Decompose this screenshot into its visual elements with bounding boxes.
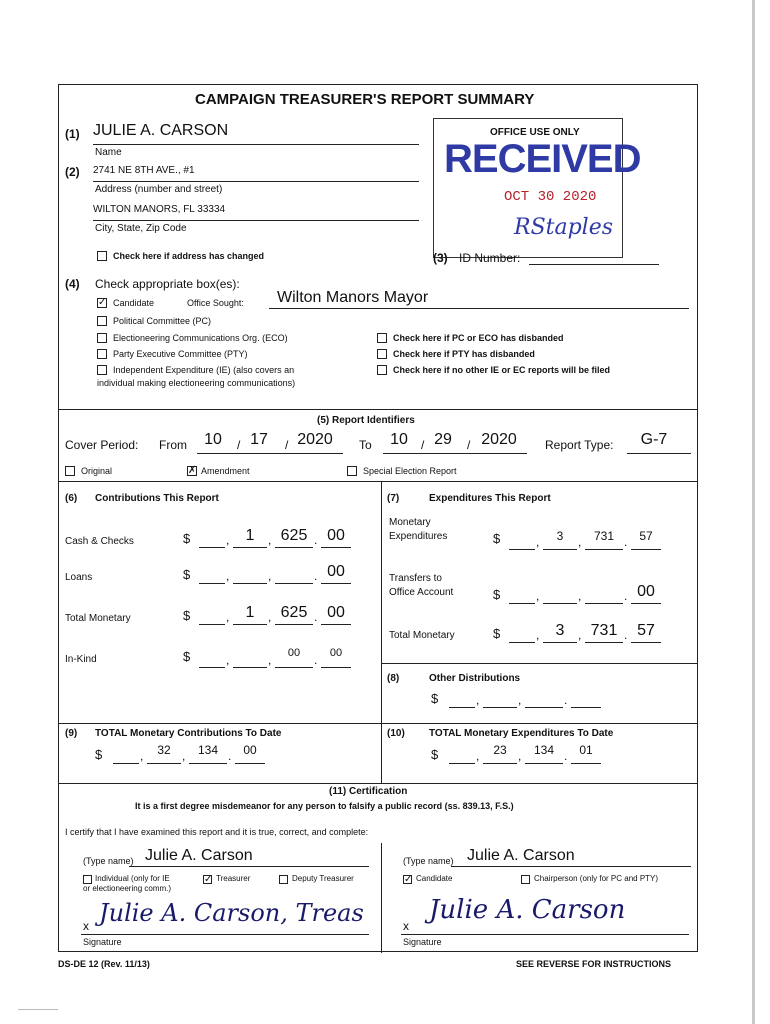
amount-part-4[interactable]: 00 <box>637 583 655 600</box>
amount-separator: . <box>624 628 628 642</box>
amount-separator: , <box>140 749 144 763</box>
from-day[interactable]: 17 <box>250 431 268 448</box>
amount-underline <box>631 642 661 643</box>
amount-separator: , <box>536 535 540 549</box>
chairperson-checkbox[interactable] <box>521 875 530 884</box>
amount-underline <box>275 583 313 584</box>
office-use-header: OFFICE USE ONLY <box>490 127 580 138</box>
form-title: CAMPAIGN TREASURER'S REPORT SUMMARY <box>195 91 535 108</box>
divider-6-7 <box>381 481 382 723</box>
candidate-label: Candidate <box>113 298 155 308</box>
chairperson-label: Chairperson (only for PC and PTY) <box>534 874 659 883</box>
monetary-expenditures-label1: Monetary <box>389 517 431 528</box>
certification-statement: I certify that I have examined this report and it is true, correct, and complete: <box>65 827 369 837</box>
pc-checkbox[interactable] <box>97 316 107 326</box>
amount-underline <box>543 642 577 643</box>
no-other-reports-checkbox[interactable] <box>377 365 387 375</box>
page-edge <box>752 0 755 1024</box>
amount-underline <box>189 763 227 764</box>
amount-underline <box>275 547 313 548</box>
right-typed-name-line <box>451 866 691 867</box>
amount-separator: , <box>268 610 272 624</box>
section4-heading: Check appropriate box(es): <box>95 277 240 291</box>
amount-underline <box>585 549 623 550</box>
office-sought-line <box>269 308 689 309</box>
name-value[interactable]: JULIE A. CARSON <box>93 122 229 139</box>
amount-underline <box>275 667 313 668</box>
pc-disbanded-label: Check here if PC or ECO has disbanded <box>393 333 564 343</box>
city-line <box>93 220 419 221</box>
to-slash-2: / <box>467 438 471 452</box>
address-line <box>93 181 419 182</box>
section6-number: (6) <box>65 493 78 504</box>
amount-underline <box>321 667 351 668</box>
amendment-label: Amendment <box>201 466 250 476</box>
right-x-mark: x <box>403 919 409 933</box>
section6-heading: Contributions This Report <box>95 493 219 504</box>
pc-label: Political Committee (PC) <box>113 316 212 326</box>
amount-part-3[interactable]: 731 <box>593 529 615 543</box>
deputy-treasurer-checkbox[interactable] <box>279 875 288 884</box>
transfers-label1: Transfers to <box>389 573 442 584</box>
amount-part-2[interactable]: 3 <box>556 529 564 543</box>
amount-underline <box>113 763 139 764</box>
cash-checks-label: Cash & Checks <box>65 536 134 547</box>
amount-separator: . <box>314 533 318 547</box>
candidate-checkbox[interactable]: ✓ <box>98 297 107 308</box>
amount-separator: , <box>268 569 272 583</box>
loans-dollar: $ <box>183 567 191 582</box>
amount-part-4[interactable]: 00 <box>327 604 345 621</box>
amount-part-4[interactable]: 01 <box>579 743 593 757</box>
section8-heading: Other Distributions <box>429 673 521 684</box>
pty-label: Party Executive Committee (PTY) <box>113 349 248 359</box>
divider-section9 <box>59 723 697 724</box>
section10-number: (10) <box>387 728 405 739</box>
amount-part-2[interactable]: 1 <box>245 604 255 621</box>
scan-mark <box>18 1009 58 1010</box>
cover-period-label: Cover Period: <box>65 438 139 452</box>
received-stamp: RECEIVED <box>444 137 641 181</box>
monetary-expenditures-dollar: $ <box>493 531 501 546</box>
name-line <box>93 144 419 145</box>
amount-part-3[interactable]: 731 <box>590 622 618 639</box>
section9-heading: TOTAL Monetary Contributions To Date <box>95 728 282 739</box>
id-number-line <box>529 264 659 265</box>
amount-underline <box>585 642 623 643</box>
amount-underline <box>321 624 351 625</box>
section8-number: (8) <box>387 673 400 684</box>
special-election-checkbox[interactable] <box>347 466 357 476</box>
transfers-dollar: $ <box>493 587 501 602</box>
amount-part-3[interactable]: 625 <box>280 527 308 544</box>
amount-underline <box>199 583 225 584</box>
amount-underline <box>525 763 563 764</box>
total-contributions-label: Total Monetary <box>65 613 131 624</box>
amount-underline <box>631 603 661 604</box>
amount-underline <box>147 763 181 764</box>
amendment-checkbox[interactable]: ✗ <box>188 465 197 476</box>
to-date-line <box>383 453 527 454</box>
candidate-signature[interactable]: Julie A. Carson <box>429 895 626 925</box>
left-type-name-label: (Type name) <box>83 856 134 866</box>
amount-underline <box>199 547 225 548</box>
deputy-treasurer-label: Deputy Treasurer <box>292 874 354 883</box>
amount-underline <box>235 763 265 764</box>
ie-label-continued: individual making electioneering communications) <box>97 378 296 388</box>
amount-underline <box>509 603 535 604</box>
section11-heading: (11) Certification <box>329 786 408 797</box>
amount-part-2[interactable]: 23 <box>493 743 507 757</box>
left-x-mark: x <box>83 919 89 933</box>
amount-part-3[interactable]: 134 <box>533 743 555 757</box>
amount-separator: , <box>578 589 582 603</box>
pty-checkbox[interactable] <box>97 349 107 359</box>
pty-disbanded-label: Check here if PTY has disbanded <box>393 349 535 359</box>
eco-label: Electioneering Communications Org. (ECO) <box>113 333 288 343</box>
section2-number: (2) <box>65 165 80 179</box>
form-id: DS-DE 12 (Rev. 11/13) <box>58 959 150 969</box>
city-label: City, State, Zip Code <box>95 223 187 234</box>
name-label: Name <box>95 147 122 158</box>
from-slash-1: / <box>237 438 241 452</box>
amount-separator: . <box>564 749 568 763</box>
divider-section11 <box>59 783 697 784</box>
right-type-name-label: (Type name) <box>403 856 454 866</box>
office-use-box <box>433 118 641 258</box>
section9-number: (9) <box>65 728 78 739</box>
pc-disbanded-checkbox[interactable] <box>377 333 387 343</box>
amount-underline <box>233 583 267 584</box>
amount-separator: , <box>226 569 230 583</box>
divider-signatures <box>381 843 382 953</box>
inkind-label: In-Kind <box>65 654 97 665</box>
amount-part-4[interactable]: 57 <box>639 529 653 543</box>
special-election-label: Special Election Report <box>363 466 457 476</box>
amount-underline <box>483 763 517 764</box>
amount-separator: . <box>624 589 628 603</box>
amount-part-2[interactable]: 3 <box>555 622 565 639</box>
amount-separator: . <box>314 569 318 583</box>
left-typed-name[interactable]: Julie A. Carson <box>145 847 253 864</box>
cash-dollar: $ <box>183 531 191 546</box>
report-form <box>58 84 698 952</box>
left-signature-line <box>81 934 369 935</box>
total-contributions-dollar: $ <box>183 608 191 623</box>
amount-underline <box>509 642 535 643</box>
treasurer-checkbox[interactable]: ✓ <box>204 874 213 885</box>
right-signature-label: Signature <box>403 937 442 947</box>
section4-number: (4) <box>65 277 80 291</box>
address-changed-label: Check here if address has changed <box>113 251 265 261</box>
amount-underline <box>233 667 267 668</box>
amount-underline <box>509 549 535 550</box>
section7-heading: Expenditures This Report <box>429 493 551 504</box>
amount-separator: , <box>476 693 480 707</box>
amount-separator: , <box>268 533 272 547</box>
address-changed-checkbox[interactable] <box>97 251 107 261</box>
amount-underline <box>631 549 661 550</box>
other-distributions-dollar: $ <box>431 691 439 706</box>
section5-heading: (5) Report Identifiers <box>317 415 415 426</box>
address-value[interactable]: 2741 NE 8TH AVE., #1 <box>93 165 195 176</box>
to-year[interactable]: 2020 <box>481 431 517 448</box>
inkind-dollar: $ <box>183 649 191 664</box>
amount-underline <box>585 603 623 604</box>
amount-separator: . <box>624 535 628 549</box>
treasurer-label: Treasurer <box>216 874 251 883</box>
misdemeanor-warning: It is a first degree misdemeanor for any person to falsify a public record (ss. 839.13, F.S.) <box>135 801 514 811</box>
amount-separator: , <box>476 749 480 763</box>
left-typed-name-line <box>129 866 369 867</box>
amount-part-2[interactable]: 32 <box>157 743 171 757</box>
amount-part-4[interactable]: 00 <box>327 527 345 544</box>
amount-underline <box>571 707 601 708</box>
candidate-cert-label: Candidate <box>416 874 453 883</box>
amount-separator: , <box>578 535 582 549</box>
section1-number: (1) <box>65 127 80 141</box>
divider-section6 <box>59 481 697 482</box>
amount-underline <box>525 707 563 708</box>
amount-part-3[interactable]: 625 <box>280 604 308 621</box>
to-slash-1: / <box>421 438 425 452</box>
left-signature-label: Signature <box>83 937 122 947</box>
section9-dollar: $ <box>95 747 103 762</box>
from-year[interactable]: 2020 <box>297 431 333 448</box>
section7-number: (7) <box>387 493 400 504</box>
amount-part-2[interactable]: 1 <box>245 527 255 544</box>
amount-underline <box>321 547 351 548</box>
amount-part-4[interactable]: 00 <box>327 563 345 580</box>
amount-underline <box>233 547 267 548</box>
amount-underline <box>483 707 517 708</box>
individual-label-continued: or electioneering comm.) <box>83 884 172 893</box>
ie-checkbox[interactable] <box>97 365 107 375</box>
stamp-initials: RStaples <box>514 215 614 240</box>
amount-part-4[interactable]: 00 <box>243 743 257 757</box>
total-expenditures-label: Total Monetary <box>389 630 455 641</box>
address-label: Address (number and street) <box>95 184 223 195</box>
amount-separator: , <box>518 749 522 763</box>
to-day[interactable]: 29 <box>434 431 452 448</box>
eco-checkbox[interactable] <box>97 333 107 343</box>
amount-separator: , <box>226 653 230 667</box>
section10-dollar: $ <box>431 747 439 762</box>
amount-underline <box>571 763 601 764</box>
transfers-label2: Office Account <box>389 587 454 598</box>
id-number-label: ID Number: <box>459 251 521 265</box>
right-signature-line <box>401 934 689 935</box>
right-typed-name[interactable]: Julie A. Carson <box>467 847 575 864</box>
from-label: From <box>159 438 187 452</box>
amount-part-3[interactable]: 134 <box>197 743 219 757</box>
divider-section5 <box>59 409 697 410</box>
amount-separator: , <box>518 693 522 707</box>
candidate-cert-checkbox[interactable]: ✓ <box>404 874 413 885</box>
amount-separator: , <box>268 653 272 667</box>
amount-separator: , <box>226 533 230 547</box>
to-month[interactable]: 10 <box>390 431 408 448</box>
amount-underline <box>275 624 313 625</box>
stamp-date: OCT 30 2020 <box>504 189 597 205</box>
amount-separator: , <box>536 628 540 642</box>
amount-separator: , <box>226 610 230 624</box>
individual-checkbox[interactable] <box>83 875 92 884</box>
report-type-line <box>627 453 691 454</box>
amount-part-4[interactable]: 00 <box>329 647 343 659</box>
amount-separator: , <box>578 628 582 642</box>
from-month[interactable]: 10 <box>204 431 222 448</box>
divider-section8 <box>381 663 697 664</box>
amount-underline <box>449 707 475 708</box>
amount-separator: . <box>564 693 568 707</box>
id-number-num: (3) <box>433 251 448 265</box>
amount-underline <box>543 603 577 604</box>
report-type-value[interactable]: G-7 <box>640 431 668 448</box>
individual-label: Individual (only for IE <box>95 874 170 883</box>
pty-disbanded-checkbox[interactable] <box>377 349 387 359</box>
amount-underline <box>199 624 225 625</box>
amount-separator: , <box>182 749 186 763</box>
amount-separator: . <box>228 749 232 763</box>
divider-9-10 <box>381 723 382 783</box>
report-type-label: Report Type: <box>545 438 614 452</box>
amount-underline <box>321 583 351 584</box>
amount-underline <box>233 624 267 625</box>
treasurer-signature[interactable]: Julie A. Carson, Treas <box>99 899 364 927</box>
city-value[interactable]: WILTON MANORS, FL 33334 <box>93 204 226 215</box>
original-checkbox[interactable] <box>65 466 75 476</box>
amount-underline <box>199 667 225 668</box>
original-label: Original <box>81 466 113 476</box>
section10-heading: TOTAL Monetary Expenditures To Date <box>429 728 614 739</box>
instructions-note: SEE REVERSE FOR INSTRUCTIONS <box>516 959 672 969</box>
amount-part-3[interactable]: 00 <box>287 647 301 659</box>
monetary-expenditures-label2: Expenditures <box>389 531 448 542</box>
amount-separator: . <box>314 653 318 667</box>
total-expenditures-dollar: $ <box>493 626 501 641</box>
from-slash-2: / <box>285 438 289 452</box>
amount-part-4[interactable]: 57 <box>637 622 655 639</box>
from-date-line <box>197 453 343 454</box>
no-other-reports-label: Check here if no other IE or EC reports will be filed <box>393 365 611 375</box>
amount-separator: . <box>314 610 318 624</box>
loans-label: Loans <box>65 572 93 583</box>
to-label: To <box>359 438 372 452</box>
office-sought-label: Office Sought: <box>187 298 244 308</box>
amount-underline <box>543 549 577 550</box>
amount-separator: , <box>536 589 540 603</box>
office-sought-value[interactable]: Wilton Manors Mayor <box>277 289 429 306</box>
ie-label: Independent Expenditure (IE) (also covers an <box>113 365 295 375</box>
amount-underline <box>449 763 475 764</box>
